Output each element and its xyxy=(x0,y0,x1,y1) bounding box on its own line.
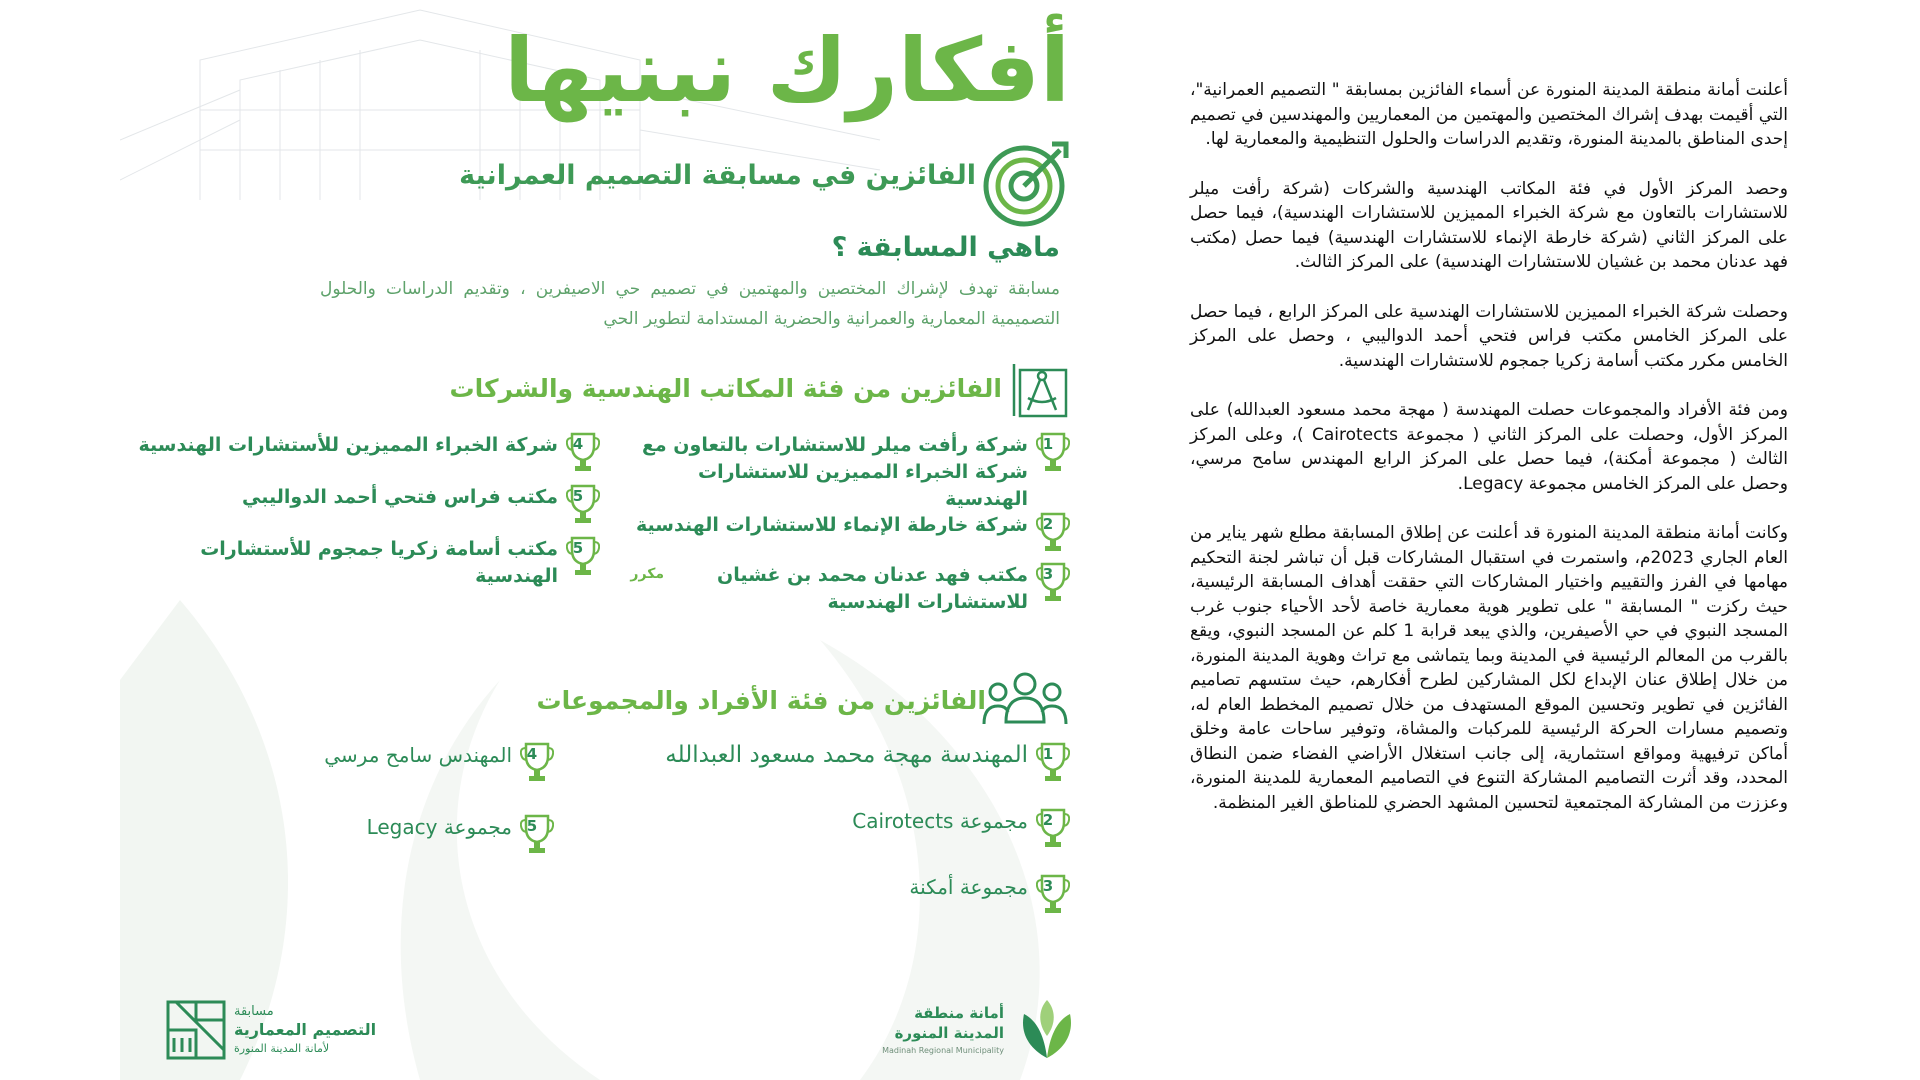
poster-headline: أفكارك نبنيها xyxy=(504,19,1070,122)
winner-name: مجموعة Cairotects xyxy=(852,809,1028,833)
competition-logo-line1: مسابقة xyxy=(234,1004,274,1019)
winner-office-5-repeated xyxy=(130,536,600,590)
article-paragraph: أعلنت أمانة منطقة المدينة المنورة عن أسماء الفائزين بمسابقة " التصميم العمرانية"، التي أقيمت بهدف إشراك المختصين والمهتمين من المعماريين والمهندسين في تصميم إحدى المناطق بالمدينة المنورة، وتقديم الدراسات والحلول التنظيمية والمعمارية لها. xyxy=(1190,80,1788,149)
winner-office-3 xyxy=(620,562,1070,616)
article-paragraph: وحصد المركز الأول في فئة المكاتب الهندسية والشركات (شركة رأفت ميلر للاستشارات بالتعاون مع شركة الخبراء المميزين للاستشارات الهندسية)، فيما حصل على المركز الثاني (شركة خارطة الإنماء للاستشارات الهندسية) فيما حصل (مكتب فهد عدنان محمد بن غشيان للاستشارات الهندسية) على المركز الثالث. xyxy=(1190,178,1788,272)
group-people-icon xyxy=(982,670,1068,730)
winner-individual-1 xyxy=(665,742,1070,784)
infographic-poster xyxy=(120,0,1100,1080)
repeated-label: مكرر xyxy=(630,566,664,582)
article-paragraph: وحصلت شركة الخبراء المميزين للاستشارات الهندسية على المركز الرابع ، فيما حصل على المركز الخامس مكتب فراس فتحي أحمد الدواليبي ، وحصل على المركز الخامس مكرر مكتب أسامة زكريا جمجوم للاستشارات الهندسية. xyxy=(1190,301,1788,371)
competition-logo-mark xyxy=(166,1000,226,1060)
winner-name: مكتب فهد عدنان محمد بن غشيان للاستشارات الهندسية xyxy=(717,564,1028,613)
rank-number: 3 xyxy=(1042,877,1054,895)
section-offices-title: الفائزين من فئة المكاتب الهندسية والشركات xyxy=(449,374,1002,403)
municipality-logo xyxy=(830,996,1080,1066)
winner-office-2 xyxy=(620,512,1070,554)
rank-number: 4 xyxy=(526,745,538,763)
competition-logo-line2: التصميم المعمارية xyxy=(234,1020,377,1039)
article-body xyxy=(1190,78,1788,840)
winner-name: شركة خارطة الإنماء للاستشارات الهندسية xyxy=(636,514,1028,536)
rank-number: 5 xyxy=(572,487,584,505)
winner-individual-4 xyxy=(324,742,554,784)
trophy-icon xyxy=(566,536,600,578)
winner-individual-5 xyxy=(367,814,554,856)
municipality-logo-mark xyxy=(1014,996,1080,1062)
trophy-icon xyxy=(1036,742,1070,784)
trophy-icon xyxy=(1036,562,1070,604)
trophy-icon xyxy=(1036,432,1070,474)
municipality-logo-line2: المدينة المنورة xyxy=(894,1024,1004,1042)
winner-office-1 xyxy=(620,432,1070,513)
question-heading: ماهي المسابقة ؟ xyxy=(831,232,1060,263)
municipality-logo-english: Madinah Regional Municipality xyxy=(882,1046,1004,1055)
rank-number: 3 xyxy=(1042,565,1054,583)
rank-number: 5 xyxy=(572,539,584,557)
trophy-icon xyxy=(1036,874,1070,916)
winner-name: المهندسة مهجة محمد مسعود العبدالله xyxy=(665,742,1028,768)
poster-subheading: الفائزين في مسابقة التصميم العمرانية xyxy=(459,160,976,191)
winner-name: مكتب فراس فتحي أحمد الدواليبي xyxy=(242,486,558,508)
winner-name: شركة رأفت ميلر للاستشارات بالتعاون مع شركة الخبراء المميزين للاستشارات الهندسية xyxy=(641,434,1028,510)
winner-name: مجموعة Legacy xyxy=(366,815,512,839)
winner-name: مكتب أسامة زكريا جمجوم للأستشارات الهندسية xyxy=(200,538,558,587)
trophy-icon xyxy=(566,484,600,526)
trophy-icon xyxy=(520,742,554,784)
rank-number: 2 xyxy=(1042,515,1054,533)
section-individuals-title: الفائزين من فئة الأفراد والمجموعات xyxy=(536,686,986,715)
question-description: مسابقة تهدف لإشراك المختصين والمهتمين في تصميم حي الاصيفرين ، وتقديم الدراسات والحلول التصميمية المعمارية والعمرانية والحضرية المستدامة لتطوير الحي xyxy=(320,279,1060,329)
winner-office-5 xyxy=(130,484,600,526)
trophy-icon xyxy=(1036,512,1070,554)
municipality-logo-line1: أمانة منطقة xyxy=(914,1004,1004,1022)
rank-number: 1 xyxy=(1042,745,1054,763)
winner-name: شركة الخبراء المميزين للأستشارات الهندسية xyxy=(138,434,558,456)
trophy-icon xyxy=(520,814,554,856)
target-icon xyxy=(980,138,1072,230)
drafting-compass-icon xyxy=(1010,360,1070,420)
winner-individual-3 xyxy=(909,874,1070,916)
trophy-icon xyxy=(566,432,600,474)
winner-office-4 xyxy=(130,432,600,474)
winner-name: المهندس سامح مرسي xyxy=(324,743,512,767)
article-paragraph: وكانت أمانة منطقة المدينة المنورة قد أعلنت عن إطلاق المسابقة مطلع شهر يناير من العام الجاري 2023م، واستمرت في استقبال المشاركات قبل أن تباشر لجنة التحكيم مهامها في الفرز والتقييم واختيار المشاركات التي حققت أهداف المسابقة الرئيسية، حيث ركزت " المسابقة " على تطوير هوية معمارية خاصة لأحد الأحياء جنوب غرب المسجد النبوي في حي الأصيفرين، والذي يبعد قرابة 1 كلم عن المسجد النبوي، ويقع بالقرب من المعالم الرئيسية في المدينة وبما يتماشى مع تراث وهوية المدينة المنورة، من خلال إطلاق عنان الإبداع لكل المشاركين لطرح أفكارهم، حيث ستسهم تصاميم الفائزين في تطوير وتحسين الموقع المستهدف من خلال تصميم المخطط العام له، وتصميم مسارات الحركة الرئيسية للمركبات والمشاة، وتوفير ساحات عامة وخلق أماكن ترفيهية ومواقع استثمارية، إلى جانب استغلال الأراضي الفضاء ضمن النطاق المحدد، وقد أثرت التصاميم المشاركة التنوع في التصاميم المعمارية للمدينة المنورة، وعززت من المشاركة المجتمعية لتحسين المشهد الحضري للمناطق الغير المنظمة. xyxy=(1190,523,1788,813)
rank-number: 5 xyxy=(526,817,538,835)
rank-number: 2 xyxy=(1042,811,1054,829)
winner-name: مجموعة أمكنة xyxy=(909,875,1028,899)
article-paragraph: ومن فئة الأفراد والمجموعات حصلت المهندسة ( مهجة محمد مسعود العبدالله) على المركز الأول، وحصلت على المركز الثاني ( مجموعة Cairotects )، وعلى المركز الثالث ( مجموعة أمكنة)، فيما حصل على المركز الرابع المهندس سامح مرسي، وحصل على المركز الخامس مجموعة Legacy. xyxy=(1190,400,1788,494)
rank-number: 1 xyxy=(1042,435,1054,453)
trophy-icon xyxy=(1036,808,1070,850)
winner-individual-2 xyxy=(852,808,1070,850)
competition-logo-line3: لأمانة المدينة المنورة xyxy=(234,1042,330,1055)
rank-number: 4 xyxy=(572,435,584,453)
